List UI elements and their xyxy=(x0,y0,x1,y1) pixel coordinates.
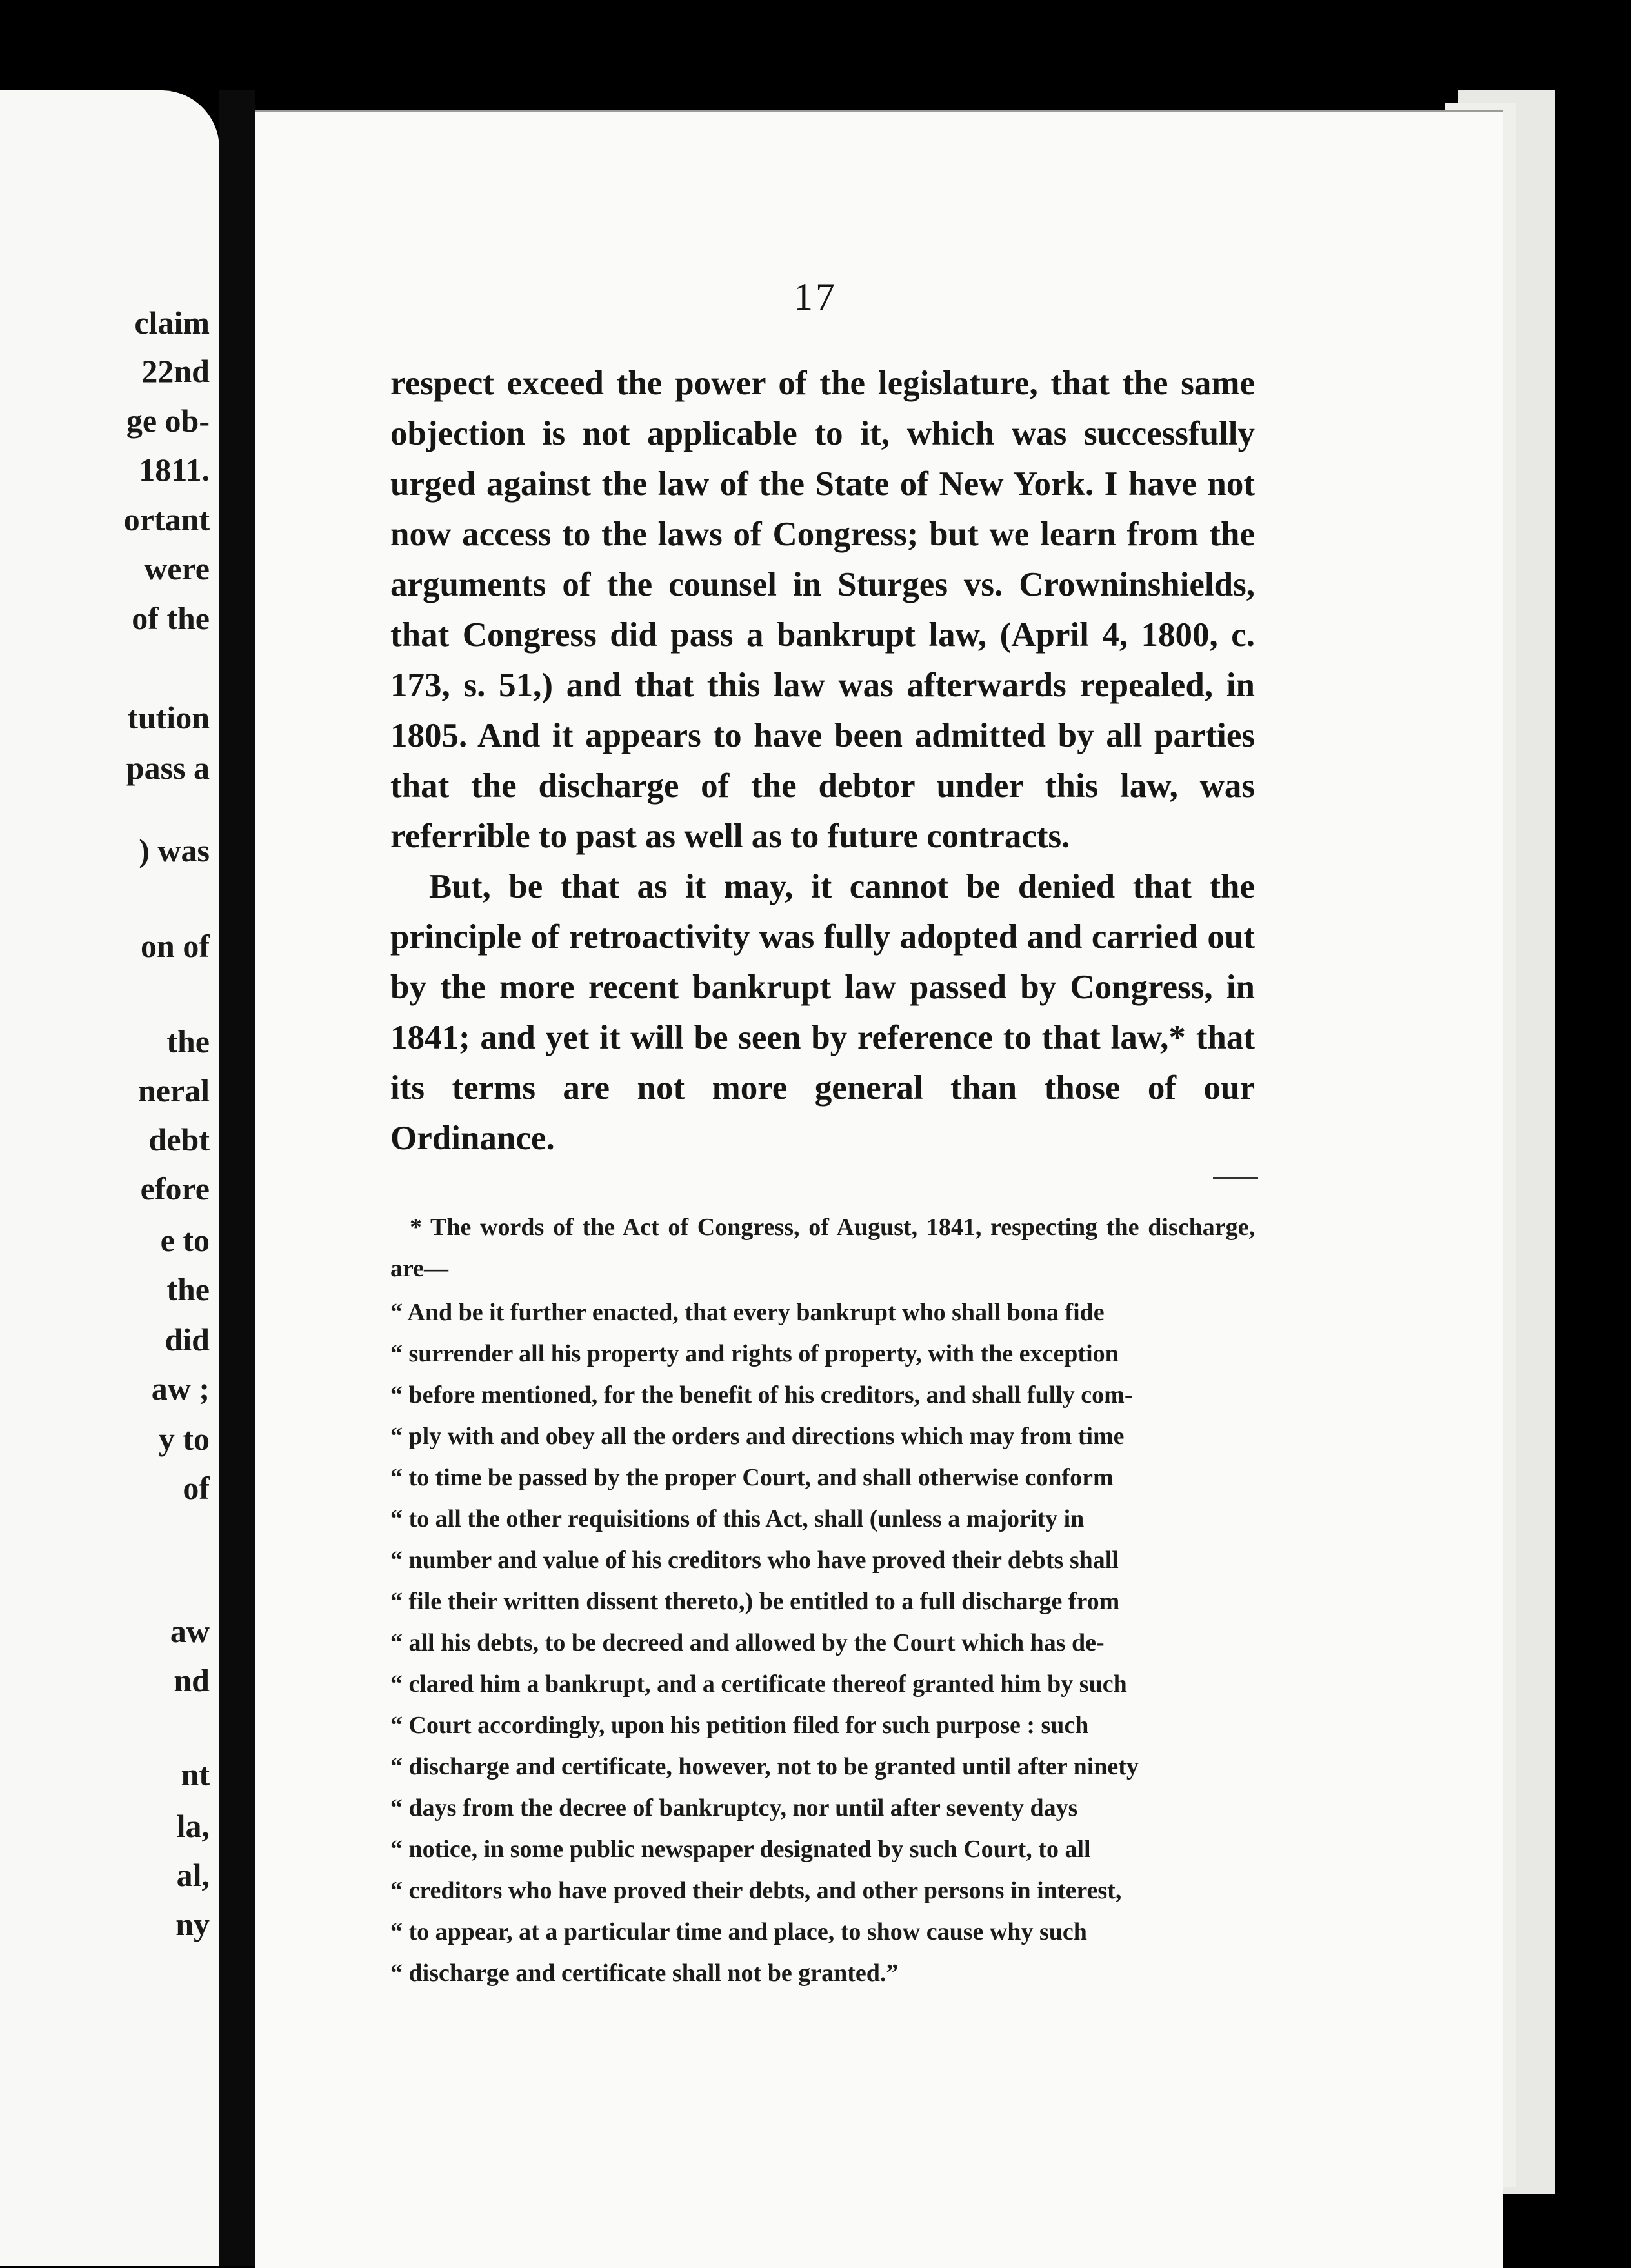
book-gutter xyxy=(219,90,255,2266)
left-page-line: of the xyxy=(132,600,210,636)
left-page-line: 22nd xyxy=(141,353,210,389)
left-page-line: did xyxy=(165,1321,210,1358)
footnote-quote-line: “ file their written dissent thereto,) be entitled to a full discharge from xyxy=(390,1588,1120,1615)
left-page-line: aw xyxy=(170,1613,210,1649)
footnote-quote-line: “ creditors who have proved their debts, and other persons in interest, xyxy=(390,1877,1122,1904)
paragraph: But, be that as it may, it cannot be denied that the principle of retroactivity was fully adopted and carried out by the more recent bankrupt law passed by Congress, in 1841; and yet it will be seen by reference to that law,* that its terms are not more general than those of our Ordinance. xyxy=(390,868,1255,1157)
left-page-line: on of xyxy=(141,928,210,964)
footnote-quote-line: “ notice, in some public newspaper designated by such Court, to all xyxy=(390,1836,1091,1863)
left-page-line: nd xyxy=(174,1662,210,1698)
footnote-quote-line: “ discharge and certificate, however, not to be granted until after ninety xyxy=(390,1753,1139,1780)
footnote-intro: * The words of the Act of Congress, of August, 1841, respecting the discharge, are— xyxy=(390,1214,1255,1282)
left-page-line: claim xyxy=(134,305,210,341)
left-page-line: nt xyxy=(181,1756,210,1792)
left-page-line: the xyxy=(166,1023,210,1059)
footnote-quote-line: “ And be it further enacted, that every bankrupt who shall bona fide xyxy=(390,1299,1105,1326)
left-page-line: pass a xyxy=(126,750,210,786)
footnote-quote-line: “ all his debts, to be decreed and allowed by the Court which has de- xyxy=(390,1629,1105,1656)
footnote-quote-line: “ surrender all his property and rights of property, with the exception xyxy=(390,1340,1119,1367)
footnote-rule xyxy=(1213,1177,1258,1179)
footnote-quote-line: “ discharge and certificate shall not be granted.” xyxy=(390,1960,899,1987)
footnote-quote xyxy=(390,1292,1255,1994)
footnote-quote-line: “ days from the decree of bankruptcy, nor until after seventy days xyxy=(390,1794,1078,1821)
paragraph: respect exceed the power of the legislature, that the same objection is not applicable to it, which was successfully urged against the law of the State of New York. I have not now access to the laws of Congress; but we learn from the arguments of the counsel in Sturges vs. Crowninshields, that Congress did pass a bankrupt law, (April 4, 1800, c. 173, s. 51,) and that this law was afterwards repealed, in 1805. And it appears to have been admitted by all parties that the discharge of the debtor under this law, was referrible to past as well as to future contracts. xyxy=(390,365,1255,855)
page-number: 17 xyxy=(794,276,837,318)
left-page-line: aw ; xyxy=(151,1370,210,1407)
footnote-quote-line: “ clared him a bankrupt, and a certificate thereof granted him by such xyxy=(390,1671,1127,1698)
body-text xyxy=(390,358,1255,1163)
left-page-line: the xyxy=(166,1271,210,1307)
previous-page-fragment xyxy=(0,90,219,2266)
left-page-line: neral xyxy=(137,1072,210,1109)
left-page-line: la, xyxy=(176,1808,210,1844)
left-page-line: of xyxy=(183,1470,210,1506)
footnote xyxy=(390,1207,1255,1994)
footnote-quote-line: “ to appear, at a particular time and place, to show cause why such xyxy=(390,1918,1087,1945)
footnote-quote-line: “ ply with and obey all the orders and directions which may from time xyxy=(390,1423,1125,1450)
left-page-line: were xyxy=(144,550,210,587)
left-page-line: ) was xyxy=(139,832,210,868)
footnote-quote-line: “ to time be passed by the proper Court, and shall otherwise conform xyxy=(390,1464,1114,1491)
left-page-line: e to xyxy=(160,1222,210,1258)
footnote-quote-line: “ number and value of his creditors who have proved their debts shall xyxy=(390,1547,1119,1574)
left-page-line: tution xyxy=(127,699,210,736)
footnote-quote-line: “ to all the other requisitions of this Act, shall (unless a majority in xyxy=(390,1505,1085,1532)
left-page-line: y to xyxy=(158,1421,210,1457)
left-page-line: ny xyxy=(175,1906,210,1942)
left-page-line: 1811. xyxy=(139,452,210,488)
left-page-line: al, xyxy=(176,1857,210,1893)
left-page-line: ortant xyxy=(123,501,210,537)
left-page-line: debt xyxy=(148,1121,210,1158)
left-page-line: ge ob- xyxy=(126,403,210,439)
left-page-line: efore xyxy=(140,1170,210,1207)
footnote-quote-line: “ Court accordingly, upon his petition filed for such purpose : such xyxy=(390,1712,1089,1739)
footnote-quote-line: “ before mentioned, for the benefit of his creditors, and shall fully com- xyxy=(390,1381,1133,1409)
